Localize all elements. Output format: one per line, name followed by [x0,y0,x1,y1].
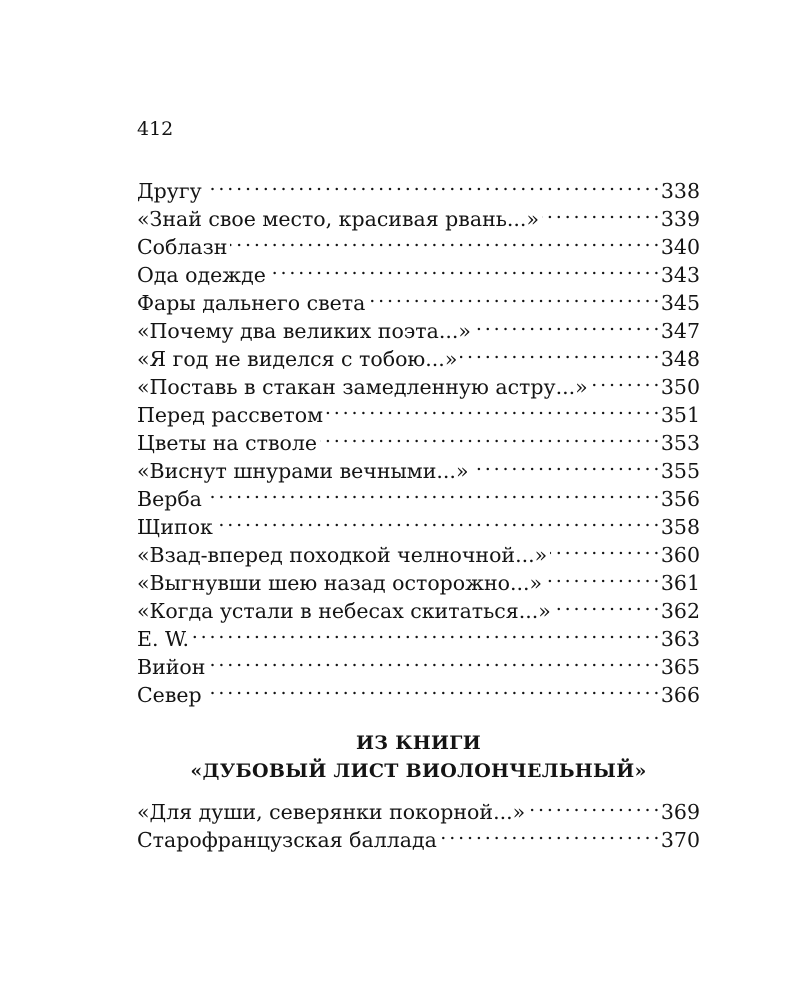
toc-entry [137,170,700,203]
toc-entry-title: Щипок [137,515,213,539]
toc-entry-title: E. W. [137,627,190,651]
toc-entry-page: 350 [660,375,700,399]
toc-entry-title: «Выгнувши шею назад осторожно...» [137,571,543,595]
toc-entry-page: 343 [660,263,700,287]
dot-leader [440,819,658,847]
toc-entry-page: 361 [660,571,700,595]
dot-leader [542,198,658,226]
dot-leader [230,226,657,254]
toc-entry [137,791,700,824]
dot-leader [554,590,658,618]
toc-entry-title: Старофранцузская баллада [137,828,437,852]
dot-leader [591,366,658,394]
dot-leader [192,618,658,646]
toc-entry-title: Перед рассветом [137,403,324,427]
toc-entry [137,646,700,679]
toc-entry-page: 355 [660,459,700,483]
toc-entry-page: 351 [660,403,700,427]
toc-entry-title: Север [137,683,202,707]
toc-entry [137,618,700,651]
dot-leader [205,170,658,198]
toc-entry-title: Соблазн [137,235,228,259]
toc-entry-title: Вийон [137,655,206,679]
dot-leader [208,646,657,674]
dot-leader [472,450,658,478]
toc-entry-title: «Почему два великих поэта...» [137,319,471,343]
toc-entry-page: 348 [660,347,700,371]
section-heading-line-2: «ДУБОВЫЙ ЛИСТ ВИОЛОНЧЕЛЬНЫЙ» [190,760,647,782]
toc-entry-title: «Виснут шнурами вечными...» [137,459,469,483]
page-number: 412 [137,118,174,140]
dot-leader [474,310,658,338]
dot-leader [460,338,657,366]
dot-leader [550,534,658,562]
toc-entry-page: 339 [660,207,700,231]
toc-entry-page: 369 [660,800,700,824]
toc-entry-title: «Я год не виделся с тобою...» [137,347,458,371]
toc-entry-page: 340 [660,235,700,259]
dot-leader [205,478,658,506]
toc-entry-page: 363 [660,627,700,651]
toc-entry-page: 338 [660,179,700,203]
toc-entry-page: 365 [660,655,700,679]
dot-leader [545,562,658,590]
toc-entry-page: 366 [660,683,700,707]
toc-entry-page: 362 [660,599,700,623]
toc-entry-page: 347 [660,319,700,343]
dot-leader [368,282,658,310]
dot-leader [216,506,658,534]
toc-entry-page: 360 [660,543,700,567]
dot-leader [320,422,658,450]
table-of-contents-section [137,791,700,852]
dot-leader [326,394,658,422]
toc-entry [137,534,700,567]
toc-entry-title: «Взад-вперед походкой челночной...» [137,543,548,567]
toc-entry-title: «Знай свое место, красивая рвань...» [137,207,539,231]
toc-entry [137,478,700,511]
toc-entry-title: Другу [137,179,202,203]
toc-entry-title: «Когда устали в небесах скитаться...» [137,599,551,623]
toc-entry-page: 345 [660,291,700,315]
dot-leader [528,791,658,819]
toc-entry-title: Цветы на стволе [137,431,317,455]
toc-entry-page: 370 [660,828,700,852]
toc-entry [137,674,700,707]
section-heading-line-1: ИЗ КНИГИ [356,732,481,754]
toc-entry-title: Ода одежде [137,263,266,287]
toc-entry-page: 353 [660,431,700,455]
toc-entry-page: 356 [660,487,700,511]
toc-entry [137,506,700,539]
toc-entry-title: «Для души, северянки покорной...» [137,800,526,824]
toc-entry-title: «Поставь в стакан замедленную астру...» [137,375,588,399]
table-of-contents [137,170,700,707]
toc-entry-title: Верба [137,487,202,511]
dot-leader [269,254,658,282]
toc-entry-title: Фары дальнего света [137,291,366,315]
dot-leader [205,674,658,702]
toc-entry-page: 358 [660,515,700,539]
toc-entry [137,198,700,231]
